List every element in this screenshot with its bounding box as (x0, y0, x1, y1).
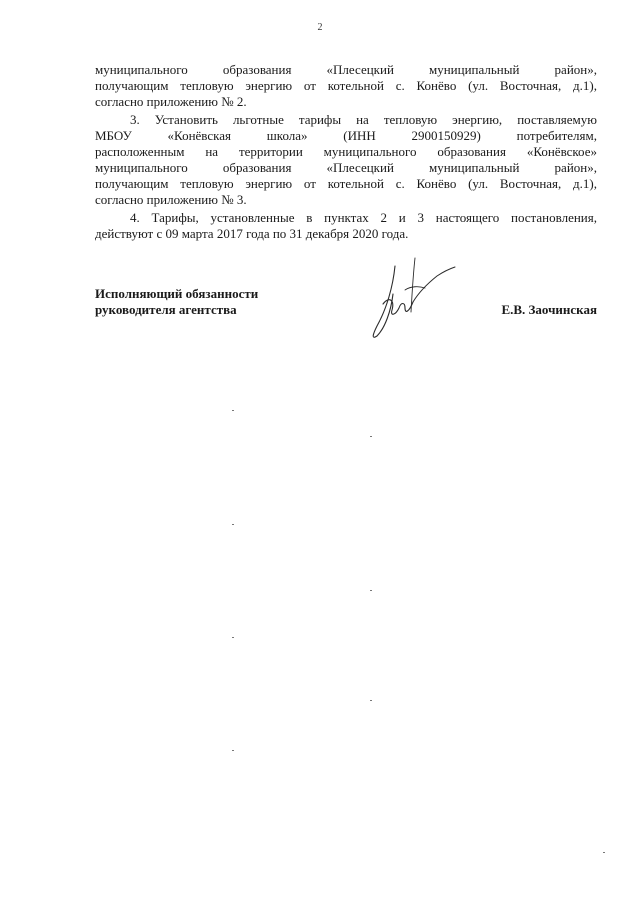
handwritten-signature (365, 256, 460, 344)
signatory-position-line: Исполняющий обязанности (95, 286, 259, 301)
page-number: 2 (317, 22, 323, 33)
body-line: МБОУ «Конёвская школа» (ИНН 2900150929) потребителям, (95, 128, 597, 143)
body-line: согласно приложению № 3. (95, 192, 247, 207)
paragraph-4-first-line: 4. Тарифы, установленные в пунктах 2 и 3 настоящего постановления, (130, 210, 597, 225)
signatory-position (95, 286, 258, 318)
scan-speck (370, 590, 372, 591)
body-line: получающим тепловую энергию от котельной с. Конёво (ул. Восточная, д.1), (95, 176, 597, 191)
scan-speck (232, 410, 234, 411)
scan-speck (232, 524, 234, 525)
scan-speck (603, 852, 605, 853)
body-line: согласно приложению № 2. (95, 94, 247, 109)
body-line: действуют с 09 марта 2017 года по 31 декабря 2020 года. (95, 226, 409, 241)
scan-speck (232, 750, 234, 751)
body-line: муниципального образования «Плесецкий муниципальный район», (95, 160, 597, 175)
body-line: получающим тепловую энергию от котельной с. Конёво (ул. Восточная, д.1), (95, 78, 597, 93)
signatory-position-line: руководителя агентства (95, 302, 237, 317)
scan-speck (232, 637, 234, 638)
signatory-name: Е.В. Заочинская (501, 302, 597, 317)
scan-speck (370, 436, 372, 437)
paragraph-3-first-line: 3. Установить льготные тарифы на тепловую энергию, поставляемую (130, 112, 597, 127)
body-line: муниципального образования «Плесецкий муниципальный район», (95, 62, 597, 77)
scan-speck (370, 700, 372, 701)
body-line: расположенным на территории муниципального образования «Конёвское» (95, 144, 597, 159)
